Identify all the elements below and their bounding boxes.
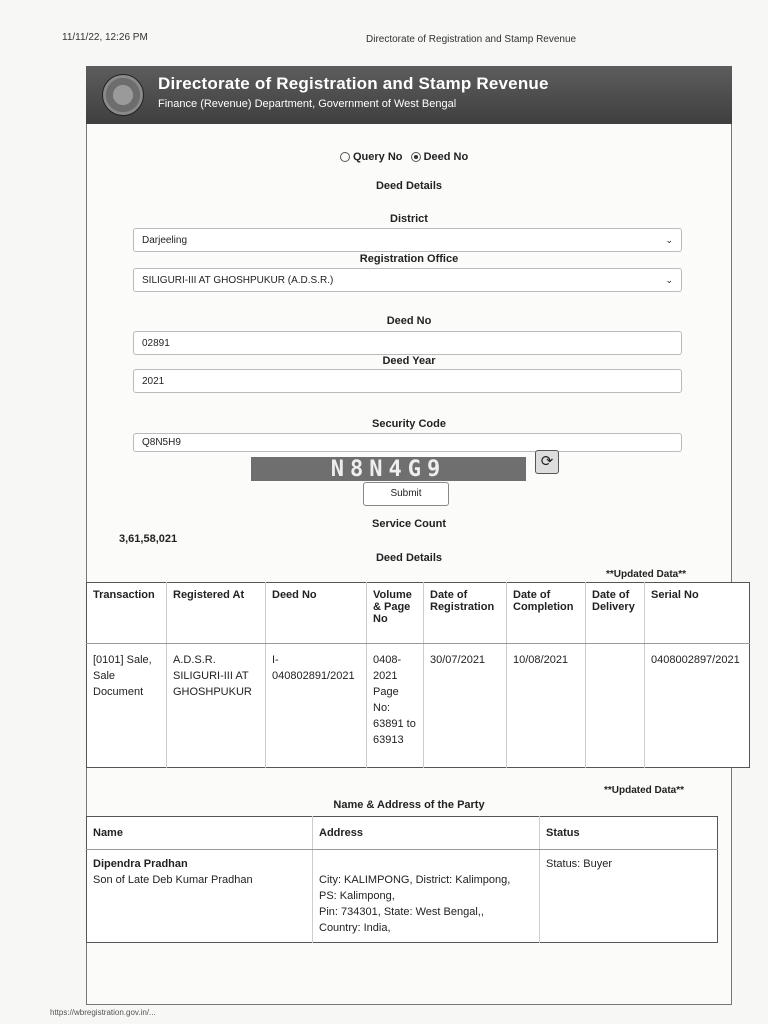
deed-no-value: 02891 — [142, 337, 170, 349]
party-address-cell — [313, 850, 540, 943]
footer-url: https://wbregistration.gov.in/... — [50, 1008, 156, 1017]
submit-button[interactable]: Submit — [363, 482, 449, 506]
party-name: Dipendra Pradhan — [93, 858, 188, 870]
col-header: Date of Registration — [424, 583, 507, 644]
search-mode-group — [340, 151, 468, 163]
security-code-input[interactable] — [133, 433, 682, 452]
district-label: District — [390, 213, 428, 225]
office-select[interactable] — [133, 268, 682, 292]
table-cell: I-040802891/2021 — [266, 644, 367, 768]
district-value: Darjeeling — [142, 234, 188, 246]
print-title: Directorate of Registration and Stamp Revenue — [366, 34, 577, 45]
party-table — [86, 816, 718, 943]
deed-no-field-label: Deed No — [386, 315, 432, 327]
query-no-radio[interactable] — [340, 151, 403, 163]
service-count-value: 3,61,58,021 — [119, 533, 178, 545]
col-header: Serial No — [645, 583, 750, 644]
site-banner — [86, 66, 732, 124]
deed-details-title: Deed Details — [375, 552, 443, 564]
party-updated-note: **Updated Data** — [604, 785, 685, 796]
print-datetime: 11/11/22, 12:26 PM — [62, 32, 148, 43]
col-header: Volume & Page No — [367, 583, 424, 644]
address-line: Country: India, — [319, 922, 391, 934]
col-header: Status — [540, 817, 718, 850]
col-header: Address — [313, 817, 540, 850]
col-header: Date of Delivery — [586, 583, 645, 644]
deed-no-input[interactable] — [133, 331, 682, 355]
table-cell: 30/07/2021 — [424, 644, 507, 768]
table-row — [87, 850, 718, 943]
banner-subtitle: Finance (Revenue) Department, Government of West Bengal — [158, 98, 457, 110]
captcha-image: N8N4G9 — [251, 457, 526, 481]
deed-no-label: Deed No — [423, 151, 469, 163]
party-status-cell — [540, 850, 718, 943]
table-cell: 0408-2021 Page No: 63891 to 63913 — [367, 644, 424, 768]
table-cell: A.D.S.R. SILIGURI-III AT GHOSHPUKUR — [167, 644, 266, 768]
security-code-label: Security Code — [372, 418, 446, 430]
table-cell — [586, 644, 645, 768]
radio-selected-icon — [411, 152, 421, 162]
party-name-cell — [87, 850, 313, 943]
service-count-label: Service Count — [372, 518, 446, 530]
deed-no-radio[interactable] — [411, 151, 469, 163]
table-cell: 10/08/2021 — [507, 644, 586, 768]
table-cell: 0408002897/2021 — [651, 654, 740, 666]
radio-icon — [340, 152, 350, 162]
deed-year-label: Deed Year — [382, 355, 436, 367]
table-row — [87, 644, 750, 768]
table-header-row — [87, 817, 718, 850]
col-header: Transaction — [87, 583, 167, 644]
refresh-captcha-icon[interactable]: ⟳ — [535, 450, 559, 474]
office-value: SILIGURI-III AT GHOSHPUKUR (A.D.S.R.) — [142, 274, 334, 286]
deed-details-table — [86, 582, 750, 768]
address-line: City: KALIMPONG, District: Kalimpong, — [319, 874, 511, 886]
district-select[interactable] — [133, 228, 682, 252]
office-label: Registration Office — [359, 253, 459, 265]
chevron-down-icon: ⌄ — [665, 234, 673, 245]
col-header: Name — [87, 817, 313, 850]
deed-year-input[interactable] — [133, 369, 682, 393]
banner-title: Directorate of Registration and Stamp Revenue — [158, 74, 549, 93]
updated-data-note: **Updated Data** — [606, 569, 687, 580]
security-code-value: Q8N5H9 — [142, 437, 181, 448]
deed-year-value: 2021 — [142, 375, 165, 387]
party-title: Name & Address of the Party — [333, 799, 485, 811]
party-relation: Son of Late Deb Kumar Pradhan — [93, 874, 253, 886]
col-header: Deed No — [266, 583, 367, 644]
table-cell: [0101] Sale, Sale Document — [87, 644, 167, 768]
table-header-row — [87, 583, 750, 644]
address-line: PS: Kalimpong, — [319, 890, 395, 902]
form-section-title: Deed Details — [375, 180, 443, 192]
col-header: Registered At — [167, 583, 266, 644]
col-header: Date of Completion — [507, 583, 586, 644]
party-status: Status: Buyer — [546, 858, 613, 870]
chevron-down-icon: ⌄ — [665, 274, 673, 285]
query-no-label: Query No — [353, 151, 403, 163]
address-line: Pin: 734301, State: West Bengal,, — [319, 906, 484, 918]
state-emblem-icon — [102, 74, 144, 116]
